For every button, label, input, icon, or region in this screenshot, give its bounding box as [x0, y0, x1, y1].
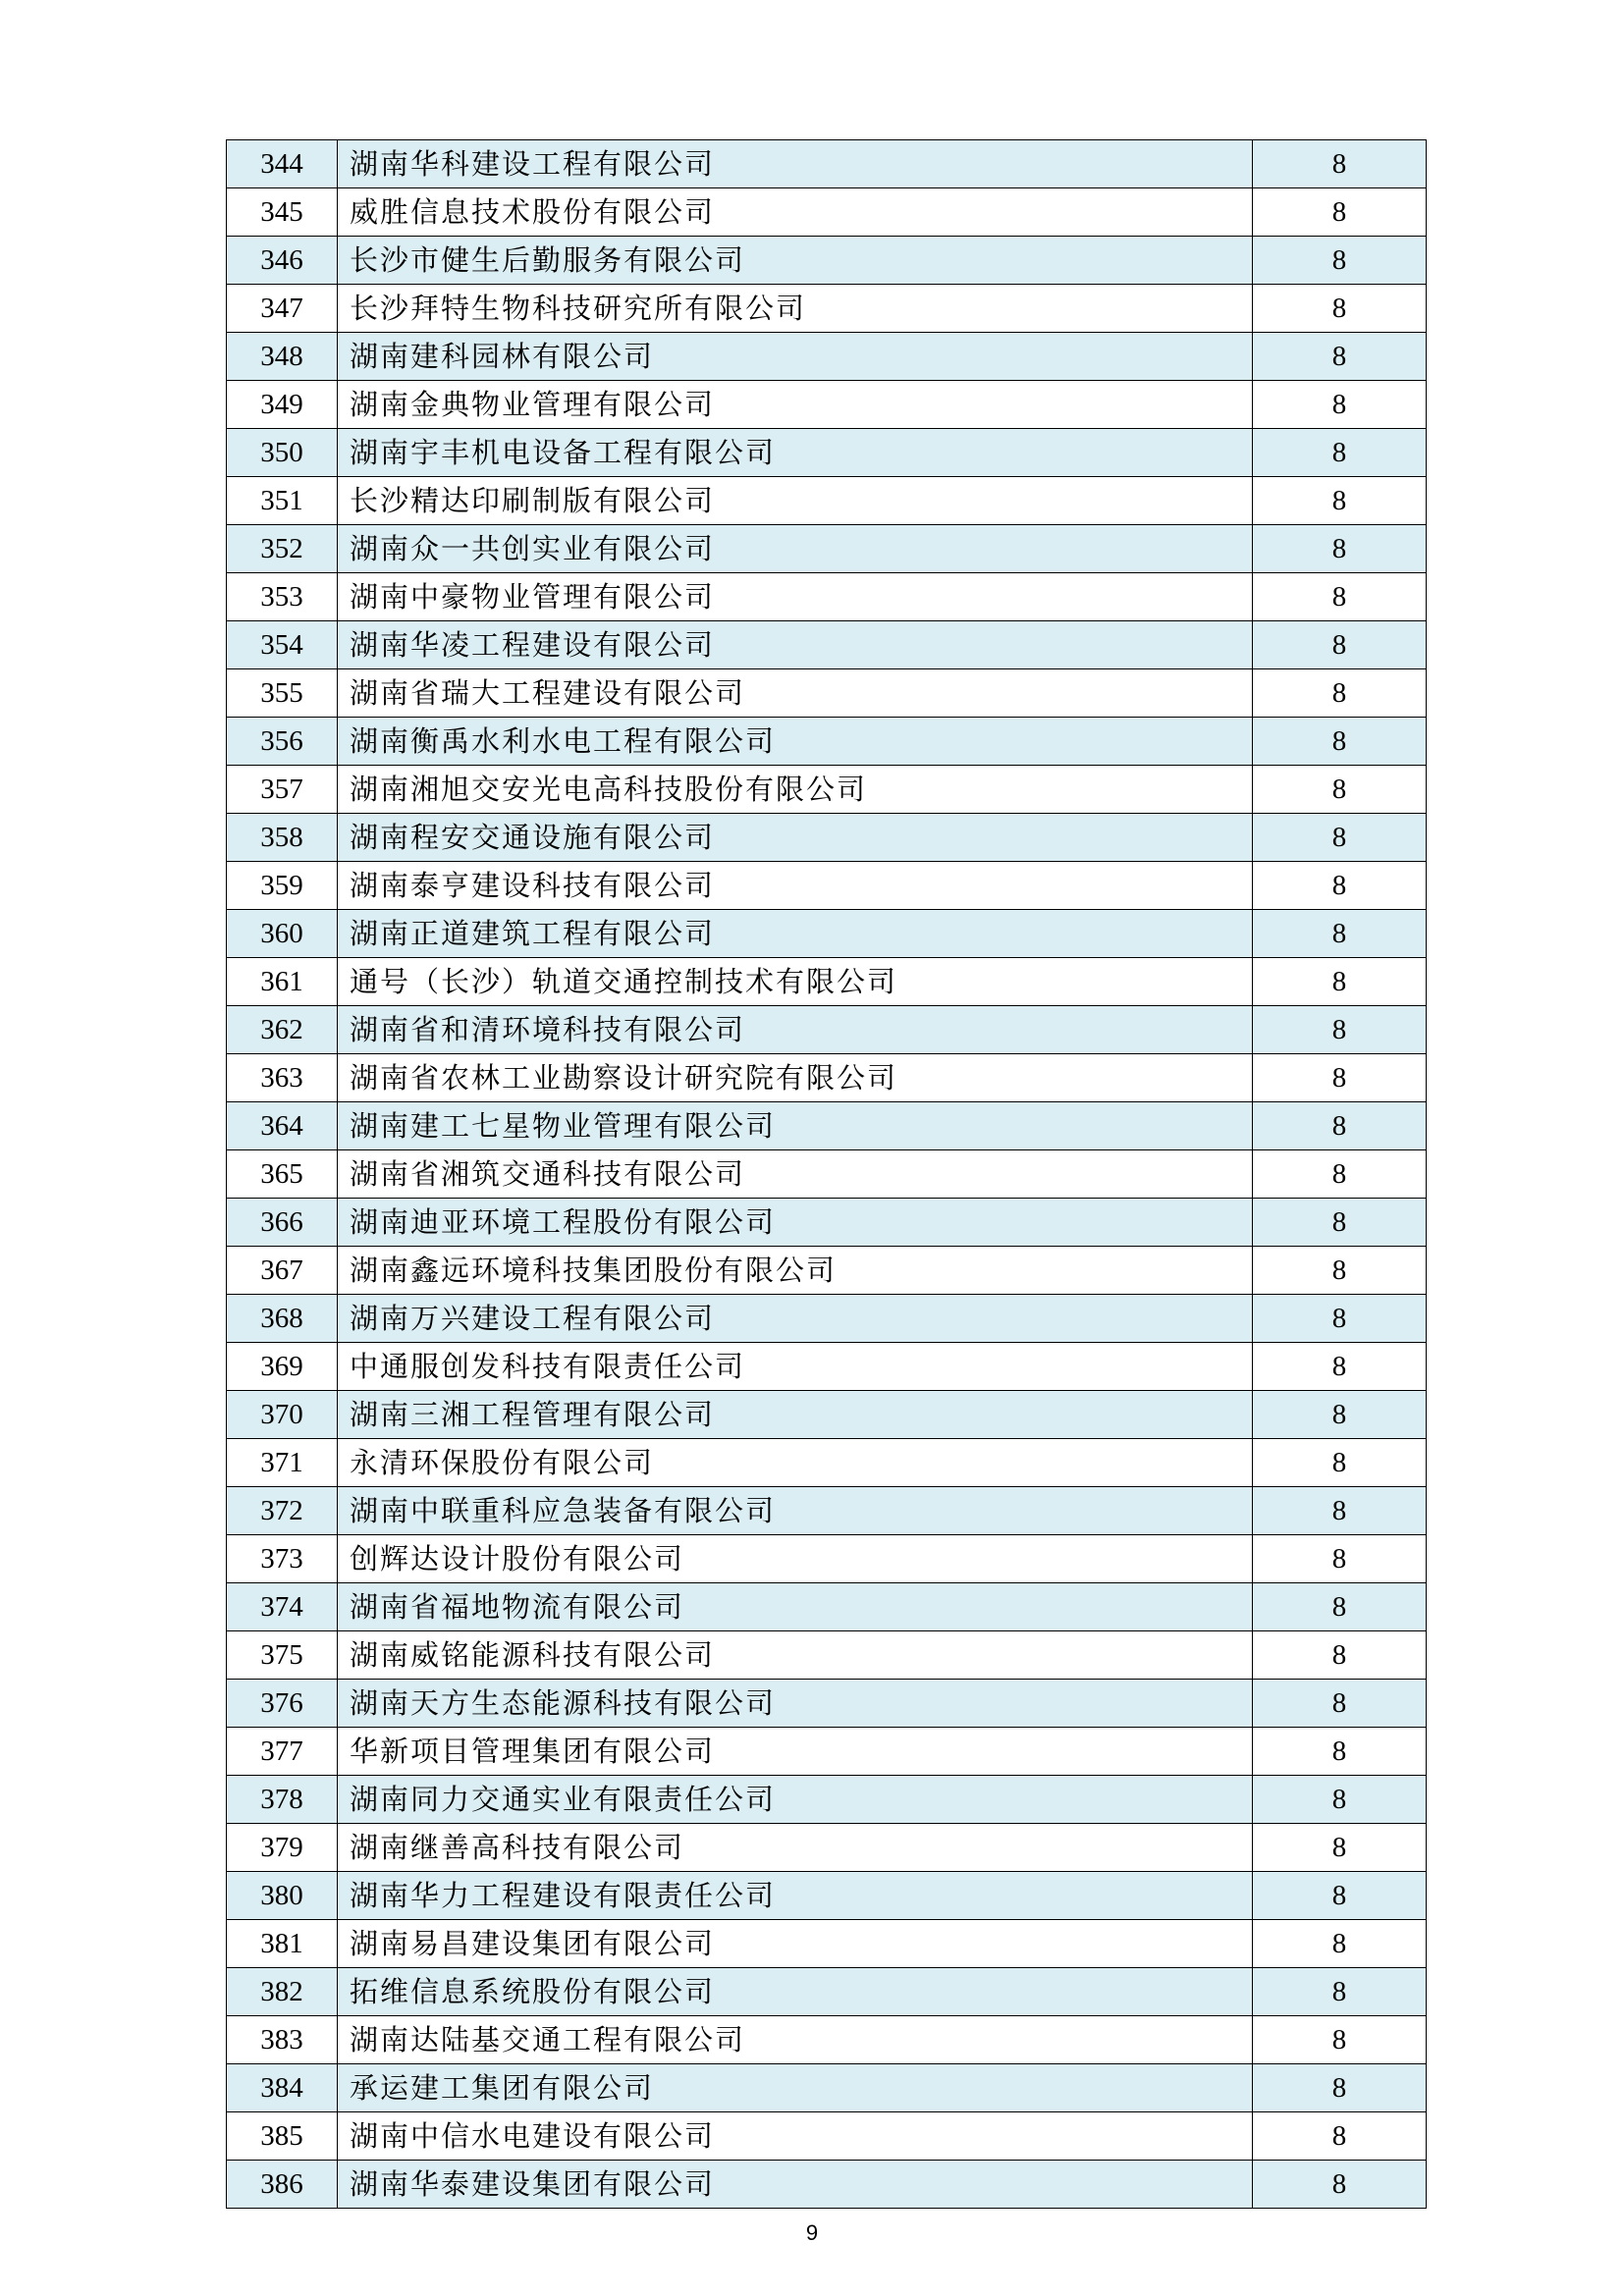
company-name-cell: 中通服创发科技有限责任公司	[338, 1343, 1253, 1391]
table-body	[227, 140, 1427, 2209]
row-index-cell: 353	[227, 573, 338, 621]
row-index-cell: 362	[227, 1006, 338, 1054]
score-cell: 8	[1253, 1102, 1427, 1150]
score-cell: 8	[1253, 429, 1427, 477]
company-name-cell: 湖南天方生态能源科技有限公司	[338, 1680, 1253, 1728]
table-row	[227, 2016, 1427, 2064]
row-index-cell: 365	[227, 1150, 338, 1199]
score-cell: 8	[1253, 1583, 1427, 1631]
row-index-cell: 367	[227, 1247, 338, 1295]
company-name-cell: 湖南程安交通设施有限公司	[338, 814, 1253, 862]
company-name-cell: 湖南正道建筑工程有限公司	[338, 910, 1253, 958]
score-cell: 8	[1253, 2016, 1427, 2064]
company-name-cell: 湖南华科建设工程有限公司	[338, 140, 1253, 188]
score-cell: 8	[1253, 1824, 1427, 1872]
company-name-cell: 湖南中联重科应急装备有限公司	[338, 1487, 1253, 1535]
company-name-cell: 湖南省和清环境科技有限公司	[338, 1006, 1253, 1054]
company-name-cell: 永清环保股份有限公司	[338, 1439, 1253, 1487]
row-index-cell: 360	[227, 910, 338, 958]
row-index-cell: 376	[227, 1680, 338, 1728]
company-name-cell: 长沙市健生后勤服务有限公司	[338, 237, 1253, 285]
score-cell: 8	[1253, 1920, 1427, 1968]
row-index-cell: 354	[227, 621, 338, 669]
row-index-cell: 380	[227, 1872, 338, 1920]
row-index-cell: 384	[227, 2064, 338, 2112]
company-name-cell: 湖南中信水电建设有限公司	[338, 2112, 1253, 2161]
row-index-cell: 372	[227, 1487, 338, 1535]
company-name-cell: 湖南省湘筑交通科技有限公司	[338, 1150, 1253, 1199]
row-index-cell: 383	[227, 2016, 338, 2064]
table-row	[227, 1295, 1427, 1343]
table-row	[227, 910, 1427, 958]
row-index-cell: 368	[227, 1295, 338, 1343]
table-row	[227, 814, 1427, 862]
company-name-cell: 湖南华力工程建设有限责任公司	[338, 1872, 1253, 1920]
row-index-cell: 351	[227, 477, 338, 525]
company-name-cell: 湖南中豪物业管理有限公司	[338, 573, 1253, 621]
row-index-cell: 366	[227, 1199, 338, 1247]
score-cell: 8	[1253, 381, 1427, 429]
row-index-cell: 347	[227, 285, 338, 333]
row-index-cell: 350	[227, 429, 338, 477]
table-row	[227, 1535, 1427, 1583]
row-index-cell: 352	[227, 525, 338, 573]
company-name-cell: 拓维信息系统股份有限公司	[338, 1968, 1253, 2016]
score-cell: 8	[1253, 1150, 1427, 1199]
score-cell: 8	[1253, 862, 1427, 910]
score-cell: 8	[1253, 1487, 1427, 1535]
table-row	[227, 1872, 1427, 1920]
score-cell: 8	[1253, 621, 1427, 669]
table-row	[227, 1150, 1427, 1199]
table-row	[227, 862, 1427, 910]
table-row	[227, 140, 1427, 188]
row-index-cell: 369	[227, 1343, 338, 1391]
table-row	[227, 333, 1427, 381]
row-index-cell: 370	[227, 1391, 338, 1439]
company-name-cell: 湖南三湘工程管理有限公司	[338, 1391, 1253, 1439]
table-row	[227, 2064, 1427, 2112]
score-cell: 8	[1253, 1776, 1427, 1824]
row-index-cell: 363	[227, 1054, 338, 1102]
company-name-cell: 湖南湘旭交安光电高科技股份有限公司	[338, 766, 1253, 814]
score-cell: 8	[1253, 1439, 1427, 1487]
score-cell: 8	[1253, 573, 1427, 621]
score-cell: 8	[1253, 1631, 1427, 1680]
table-row	[227, 1920, 1427, 1968]
company-score-table	[226, 139, 1427, 2209]
score-cell: 8	[1253, 188, 1427, 237]
company-name-cell: 湖南宇丰机电设备工程有限公司	[338, 429, 1253, 477]
company-name-cell: 湖南衡禹水利水电工程有限公司	[338, 718, 1253, 766]
company-name-cell: 长沙拜特生物科技研究所有限公司	[338, 285, 1253, 333]
company-name-cell: 湖南省瑞大工程建设有限公司	[338, 669, 1253, 718]
row-index-cell: 364	[227, 1102, 338, 1150]
table-row	[227, 525, 1427, 573]
table-row	[227, 958, 1427, 1006]
row-index-cell: 348	[227, 333, 338, 381]
score-cell: 8	[1253, 958, 1427, 1006]
company-name-cell: 湖南迪亚环境工程股份有限公司	[338, 1199, 1253, 1247]
score-cell: 8	[1253, 140, 1427, 188]
score-cell: 8	[1253, 1728, 1427, 1776]
row-index-cell: 379	[227, 1824, 338, 1872]
row-index-cell: 344	[227, 140, 338, 188]
company-name-cell: 湖南金典物业管理有限公司	[338, 381, 1253, 429]
score-cell: 8	[1253, 477, 1427, 525]
score-cell: 8	[1253, 1872, 1427, 1920]
company-name-cell: 通号（长沙）轨道交通控制技术有限公司	[338, 958, 1253, 1006]
company-name-cell: 湖南继善高科技有限公司	[338, 1824, 1253, 1872]
company-name-cell: 威胜信息技术股份有限公司	[338, 188, 1253, 237]
table-row	[227, 1728, 1427, 1776]
score-cell: 8	[1253, 2161, 1427, 2209]
score-cell: 8	[1253, 1680, 1427, 1728]
table-row	[227, 188, 1427, 237]
company-name-cell: 湖南泰亨建设科技有限公司	[338, 862, 1253, 910]
company-name-cell: 承运建工集团有限公司	[338, 2064, 1253, 2112]
row-index-cell: 377	[227, 1728, 338, 1776]
row-index-cell: 378	[227, 1776, 338, 1824]
row-index-cell: 374	[227, 1583, 338, 1631]
company-name-cell: 湖南威铭能源科技有限公司	[338, 1631, 1253, 1680]
score-cell: 8	[1253, 333, 1427, 381]
table-row	[227, 1391, 1427, 1439]
table-row	[227, 1487, 1427, 1535]
table-row	[227, 766, 1427, 814]
company-name-cell: 湖南易昌建设集团有限公司	[338, 1920, 1253, 1968]
table-row	[227, 1343, 1427, 1391]
row-index-cell: 361	[227, 958, 338, 1006]
table-row	[227, 1631, 1427, 1680]
score-cell: 8	[1253, 669, 1427, 718]
score-cell: 8	[1253, 718, 1427, 766]
company-name-cell: 湖南达陆基交通工程有限公司	[338, 2016, 1253, 2064]
table-row	[227, 1054, 1427, 1102]
table-row	[227, 669, 1427, 718]
score-cell: 8	[1253, 910, 1427, 958]
score-cell: 8	[1253, 766, 1427, 814]
table-row	[227, 429, 1427, 477]
table-row	[227, 1102, 1427, 1150]
score-cell: 8	[1253, 1535, 1427, 1583]
score-cell: 8	[1253, 1391, 1427, 1439]
score-cell: 8	[1253, 2064, 1427, 2112]
score-cell: 8	[1253, 1968, 1427, 2016]
table-row	[227, 1824, 1427, 1872]
table-row	[227, 1680, 1427, 1728]
row-index-cell: 381	[227, 1920, 338, 1968]
company-name-cell: 湖南众一共创实业有限公司	[338, 525, 1253, 573]
score-cell: 8	[1253, 1054, 1427, 1102]
company-name-cell: 湖南鑫远环境科技集团股份有限公司	[338, 1247, 1253, 1295]
table-row	[227, 621, 1427, 669]
row-index-cell: 386	[227, 2161, 338, 2209]
table-row	[227, 381, 1427, 429]
company-name-cell: 长沙精达印刷制版有限公司	[338, 477, 1253, 525]
row-index-cell: 375	[227, 1631, 338, 1680]
row-index-cell: 345	[227, 188, 338, 237]
table-row	[227, 718, 1427, 766]
company-name-cell: 湖南万兴建设工程有限公司	[338, 1295, 1253, 1343]
company-name-cell: 华新项目管理集团有限公司	[338, 1728, 1253, 1776]
company-name-cell: 湖南华凌工程建设有限公司	[338, 621, 1253, 669]
score-cell: 8	[1253, 1247, 1427, 1295]
company-name-cell: 湖南同力交通实业有限责任公司	[338, 1776, 1253, 1824]
score-cell: 8	[1253, 1343, 1427, 1391]
row-index-cell: 346	[227, 237, 338, 285]
score-cell: 8	[1253, 2112, 1427, 2161]
score-cell: 8	[1253, 1006, 1427, 1054]
row-index-cell: 382	[227, 1968, 338, 2016]
row-index-cell: 356	[227, 718, 338, 766]
company-name-cell: 湖南省福地物流有限公司	[338, 1583, 1253, 1631]
table-row	[227, 1439, 1427, 1487]
score-cell: 8	[1253, 814, 1427, 862]
table-row	[227, 1776, 1427, 1824]
row-index-cell: 358	[227, 814, 338, 862]
score-cell: 8	[1253, 285, 1427, 333]
row-index-cell: 371	[227, 1439, 338, 1487]
table-row	[227, 2161, 1427, 2209]
table-row	[227, 1199, 1427, 1247]
row-index-cell: 355	[227, 669, 338, 718]
page-number: 9	[805, 2220, 819, 2245]
company-name-cell: 创辉达设计股份有限公司	[338, 1535, 1253, 1583]
table-row	[227, 1006, 1427, 1054]
table-row	[227, 1968, 1427, 2016]
table-row	[227, 573, 1427, 621]
company-name-cell: 湖南省农林工业勘察设计研究院有限公司	[338, 1054, 1253, 1102]
score-cell: 8	[1253, 237, 1427, 285]
table-row	[227, 1583, 1427, 1631]
row-index-cell: 359	[227, 862, 338, 910]
score-cell: 8	[1253, 525, 1427, 573]
row-index-cell: 357	[227, 766, 338, 814]
row-index-cell: 385	[227, 2112, 338, 2161]
table-row	[227, 2112, 1427, 2161]
company-name-cell: 湖南建科园林有限公司	[338, 333, 1253, 381]
score-cell: 8	[1253, 1295, 1427, 1343]
company-name-cell: 湖南建工七星物业管理有限公司	[338, 1102, 1253, 1150]
table-row	[227, 285, 1427, 333]
table-row	[227, 477, 1427, 525]
row-index-cell: 373	[227, 1535, 338, 1583]
row-index-cell: 349	[227, 381, 338, 429]
company-name-cell: 湖南华泰建设集团有限公司	[338, 2161, 1253, 2209]
table-row	[227, 237, 1427, 285]
score-cell: 8	[1253, 1199, 1427, 1247]
table-row	[227, 1247, 1427, 1295]
